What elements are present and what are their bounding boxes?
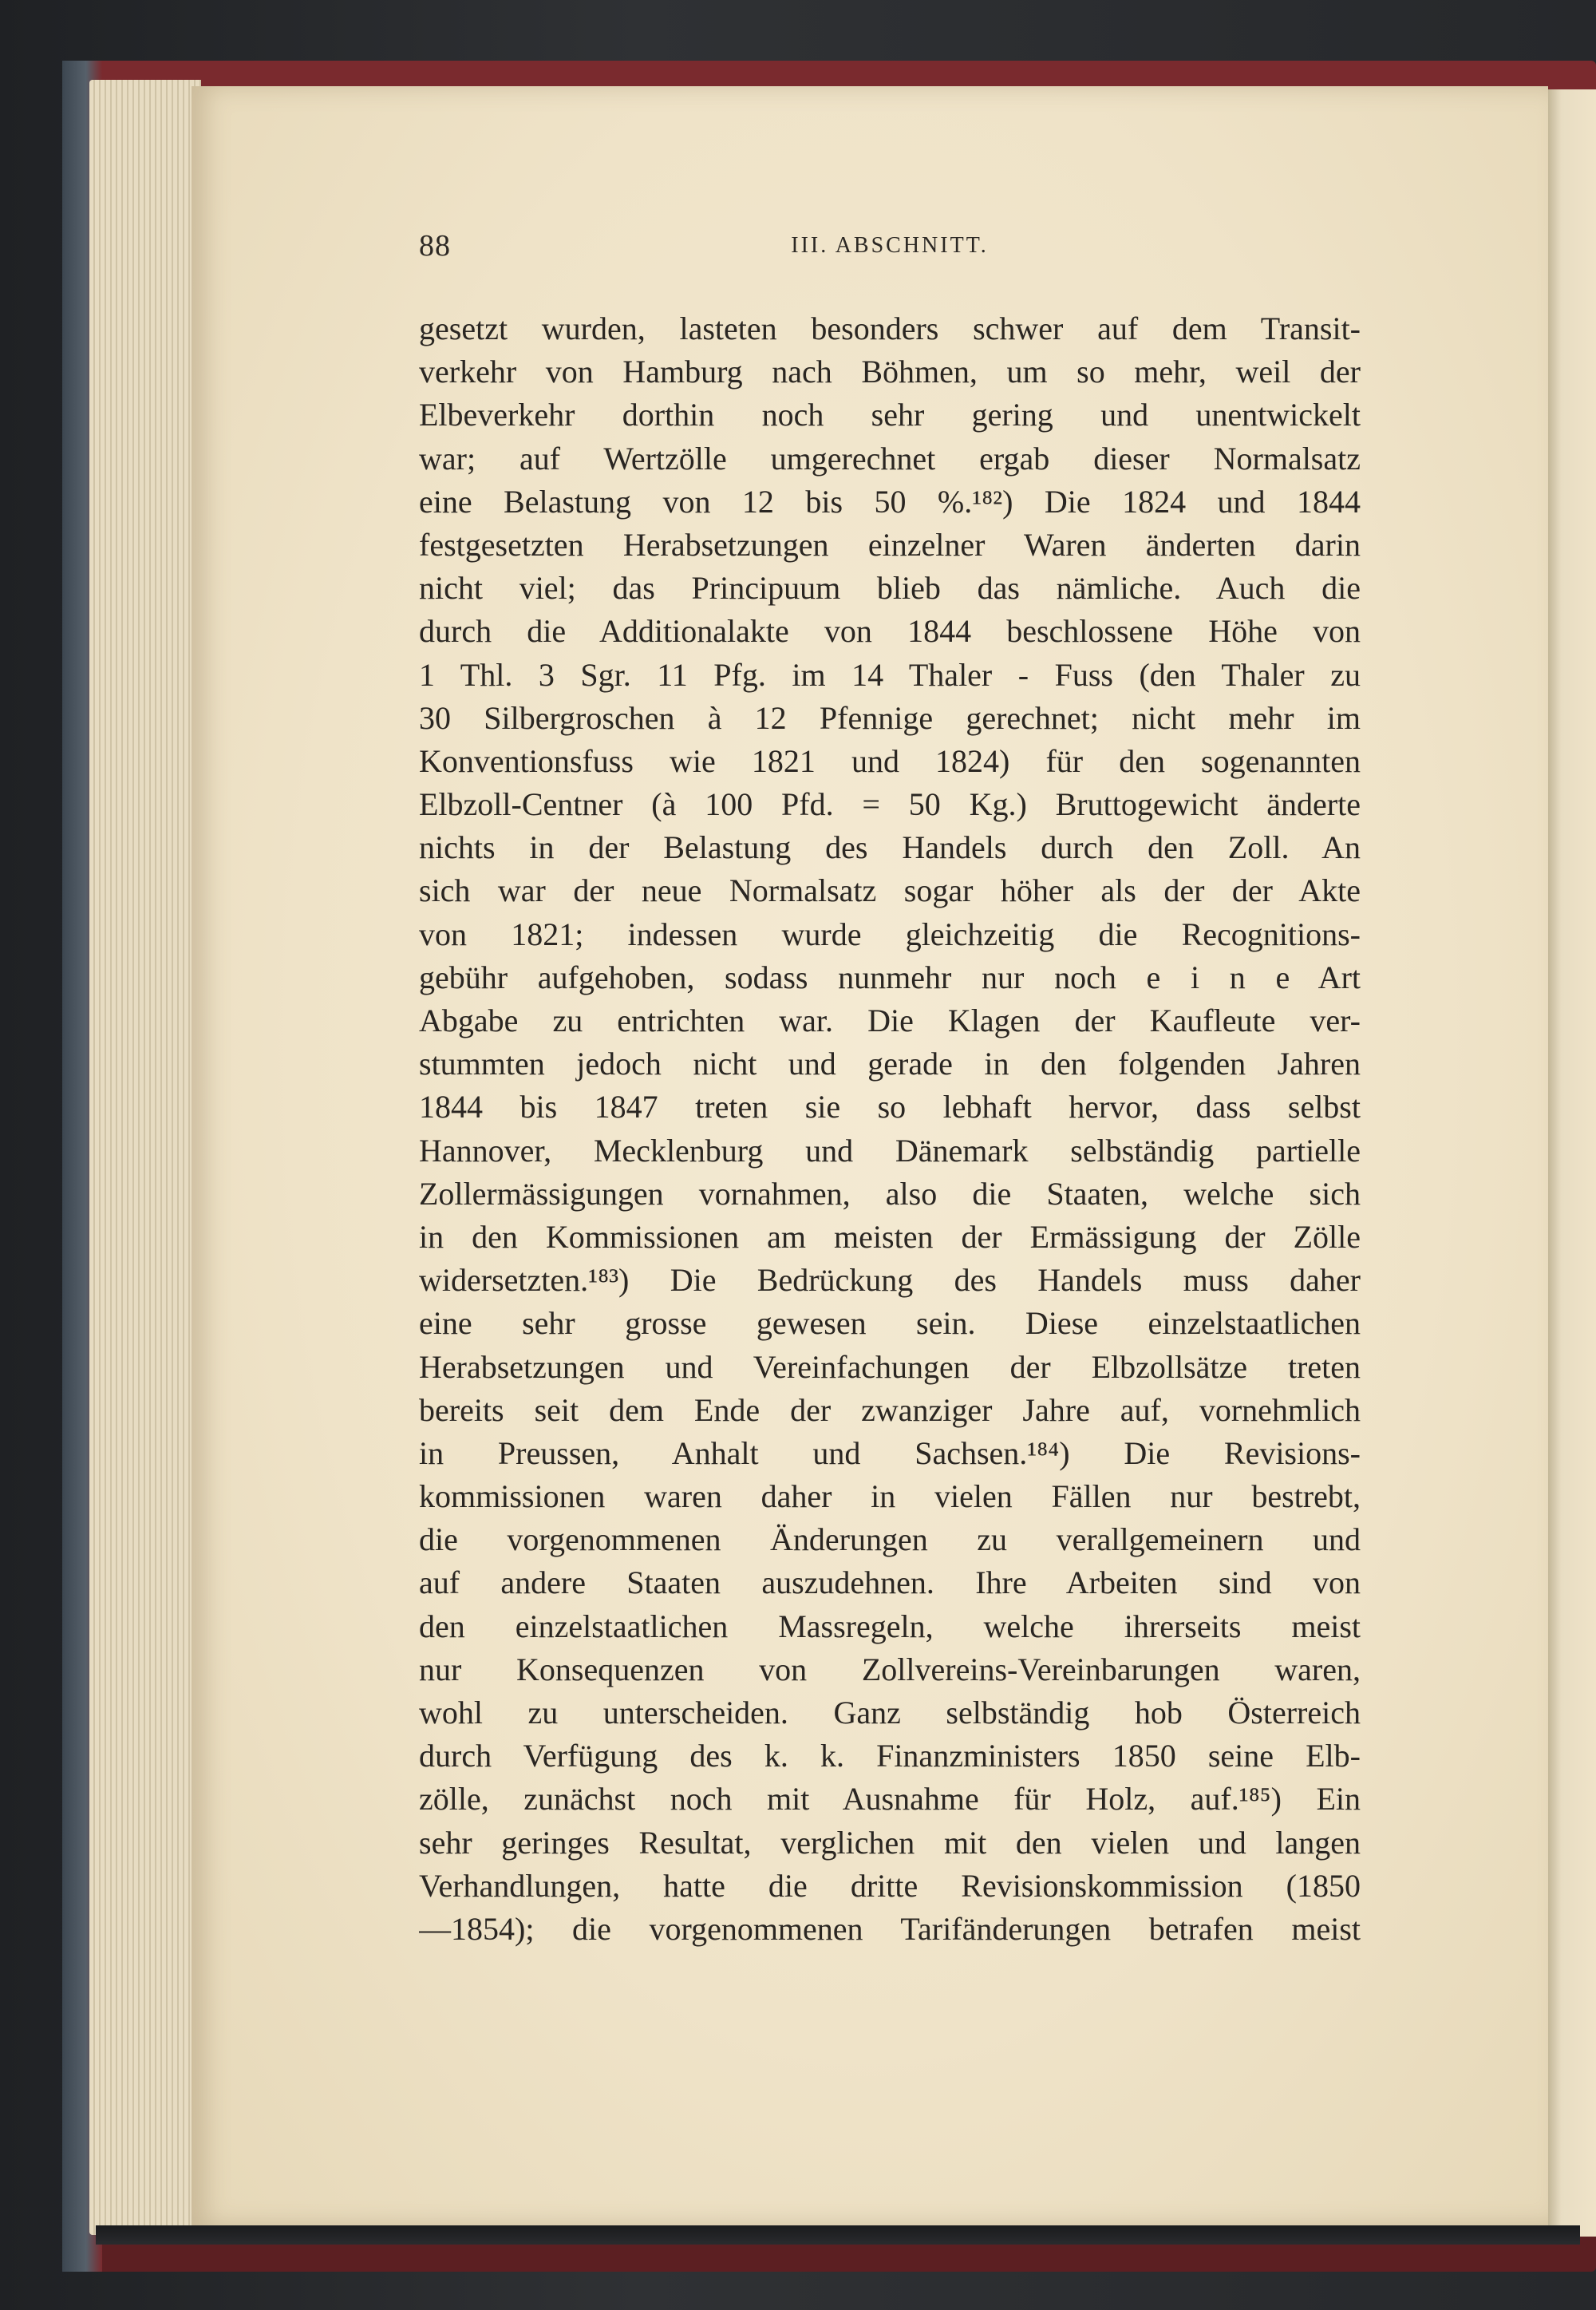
text-line: zölle, zunächst noch mit Ausnahme für Holz, auf.¹⁸⁵) Ein bbox=[419, 1781, 1361, 1818]
text-line: Verhandlungen, hatte die dritte Revisionskommission (1850 bbox=[419, 1867, 1361, 1904]
text-line: eine Belastung von 12 bis 50 %.¹⁸²) Die 1824 und 1844 bbox=[419, 483, 1361, 520]
text-line: den einzelstaatlichen Massregeln, welche ihrerseits meist bbox=[419, 1608, 1361, 1644]
text-line: eine sehr grosse gewesen sein. Diese einzelstaatlichen bbox=[419, 1305, 1361, 1342]
text-line: stummten jedoch nicht und gerade in den folgenden Jahren bbox=[419, 1046, 1361, 1082]
text-line: Konventionsfuss wie 1821 und 1824) für den sogenannten bbox=[419, 742, 1361, 779]
text-line: 1 Thl. 3 Sgr. 11 Pfg. im 14 Thaler - Fuss (den Thaler zu bbox=[419, 656, 1361, 693]
text-line: Elbeverkehr dorthin noch sehr gering und unentwickelt bbox=[419, 397, 1361, 433]
text-line: nichts in der Belastung des Handels durch den Zoll. An bbox=[419, 829, 1361, 866]
text-line: Abgabe zu entrichten war. Die Klagen der Kaufleute ver- bbox=[419, 1003, 1361, 1038]
text-line: sehr geringes Resultat, verglichen mit den vielen und langen bbox=[419, 1824, 1361, 1861]
text-line: gebühr aufgehoben, sodass nunmehr nur noch e i n e Art bbox=[419, 959, 1361, 995]
page-stack-edges bbox=[89, 80, 201, 2235]
text-line: in den Kommissionen am meisten der Ermässigung der Zölle bbox=[419, 1218, 1361, 1255]
section-title: III. ABSCHNITT. bbox=[791, 233, 989, 258]
running-head bbox=[419, 228, 1361, 268]
text-line: 30 Silbergroschen à 12 Pfennige gerechnet; nicht mehr im bbox=[419, 699, 1361, 736]
text-line: wohl zu unterscheiden. Ganz selbständig hob Österreich bbox=[419, 1695, 1361, 1731]
text-line: nicht viel; das Principuum blieb das nämliche. Auch die bbox=[419, 570, 1361, 607]
text-line: durch Verfügung des k. k. Finanzministers 1850 seine Elb- bbox=[419, 1738, 1361, 1774]
text-line: verkehr von Hamburg nach Böhmen, um so mehr, weil der bbox=[419, 354, 1361, 390]
text-line: kommissionen waren daher in vielen Fällen nur bestrebt, bbox=[419, 1478, 1361, 1515]
text-line: nur Konsequenzen von Zollvereins-Vereinbarungen waren, bbox=[419, 1651, 1361, 1687]
next-page-edge bbox=[1547, 89, 1596, 2237]
text-line: Herabsetzungen und Vereinfachungen der Elbzollsätze treten bbox=[419, 1348, 1361, 1385]
page-number: 88 bbox=[419, 229, 451, 263]
text-line: Hannover, Mecklenburg und Dänemark selbständig partielle bbox=[419, 1132, 1361, 1169]
text-line: Zollermässigungen vornahmen, also die Staaten, welche sich bbox=[419, 1175, 1361, 1212]
bottom-shadow bbox=[96, 2225, 1580, 2245]
text-line: von 1821; indessen wurde gleichzeitig die Recognitions- bbox=[419, 916, 1361, 952]
text-line: die vorgenommenen Änderungen zu verallgemeinern und bbox=[419, 1521, 1361, 1558]
text-line: war; auf Wertzölle umgerechnet ergab dieser Normalsatz bbox=[419, 440, 1361, 477]
body-text bbox=[419, 307, 1361, 1951]
text-line: bereits seit dem Ende der zwanziger Jahre auf, vornehmlich bbox=[419, 1391, 1361, 1428]
text-line: durch die Additionalakte von 1844 beschlossene Höhe von bbox=[419, 613, 1361, 650]
text-line: in Preussen, Anhalt und Sachsen.¹⁸⁴) Die Revisions- bbox=[419, 1434, 1361, 1471]
text-line: gesetzt wurden, lasteten besonders schwer auf dem Transit- bbox=[419, 311, 1361, 346]
text-line: auf andere Staaten auszudehnen. Ihre Arbeiten sind von bbox=[419, 1564, 1361, 1601]
text-line: 1844 bis 1847 treten sie so lebhaft hervor, dass selbst bbox=[419, 1089, 1361, 1125]
text-line: Elbzoll-Centner (à 100 Pfd. = 50 Kg.) Bruttogewicht änderte bbox=[419, 786, 1361, 823]
text-line: —1854); die vorgenommenen Tarifänderungen betrafen meist bbox=[419, 1910, 1361, 1947]
text-line: widersetzten.¹⁸³) Die Bedrückung des Handels muss daher bbox=[419, 1262, 1361, 1299]
text-line: sich war der neue Normalsatz sogar höher als der der Akte bbox=[419, 872, 1361, 909]
text-line: festgesetzten Herabsetzungen einzelner Waren änderten darin bbox=[419, 526, 1361, 563]
